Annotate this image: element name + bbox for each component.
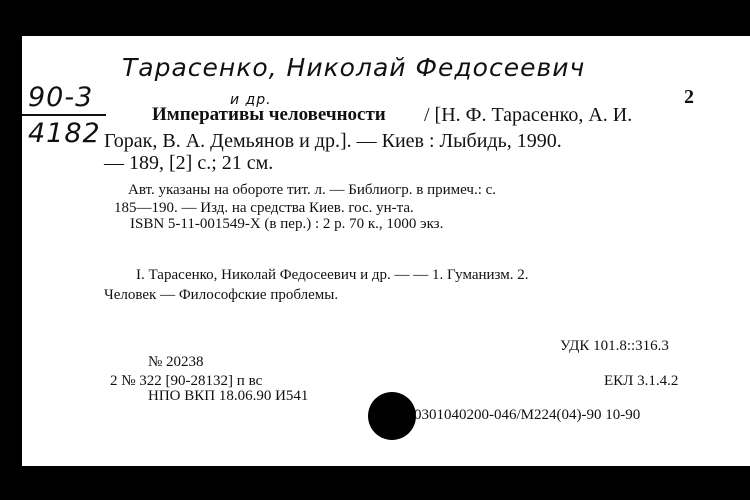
book-title: Императивы человечности	[152, 104, 386, 125]
npo-line: НПО ВКП 18.06.90 И541	[148, 388, 309, 404]
card-number: № 20238	[148, 354, 204, 370]
udk-code: УДК 101.8::316.3	[560, 338, 669, 354]
isbn-line: ISBN 5-11-001549-X (в пер.) : 2 р. 70 к., 1000 экз.	[130, 216, 444, 232]
heading-extent: — 189, [2] с.; 21 см.	[104, 152, 274, 174]
heading-responsibility: / [Н. Ф. Тарасенко, А. И.	[424, 104, 633, 126]
ekl-code: ЕКЛ 3.1.4.2	[604, 373, 679, 389]
tracings-line-1: I. Тарасенко, Николай Федосеевич и др. — — 1. Гуманизм. 2.	[136, 267, 529, 283]
punch-hole	[368, 392, 416, 440]
handwritten-shelf-top: 90-3	[28, 82, 94, 113]
catalog-code: 0301040200-046/М224(04)-90 10-90	[414, 407, 641, 423]
notes-line-2: 185—190. — Изд. на средства Киев. гос. ун-та.	[114, 200, 414, 216]
heading-publication: Горак, В. А. Демьянов и др.]. — Киев : Лыбидь, 1990.	[104, 130, 562, 152]
handwritten-note: и др.	[230, 92, 272, 108]
handwritten-author: Тарасенко, Николай Федосеевич	[122, 53, 586, 82]
catalog-card	[22, 36, 750, 466]
notes-line-1: Авт. указаны на обороте тит. л. — Библиогр. в примеч.: с.	[128, 182, 497, 198]
shelf-mark-underline	[22, 114, 106, 116]
tracings-line-2: Человек — Философские проблемы.	[104, 287, 339, 303]
handwritten-shelf-bottom: 4182	[28, 118, 101, 149]
order-line: 2 № 322 [90-28132] п вс	[110, 373, 263, 389]
corner-number: 2	[684, 86, 694, 108]
